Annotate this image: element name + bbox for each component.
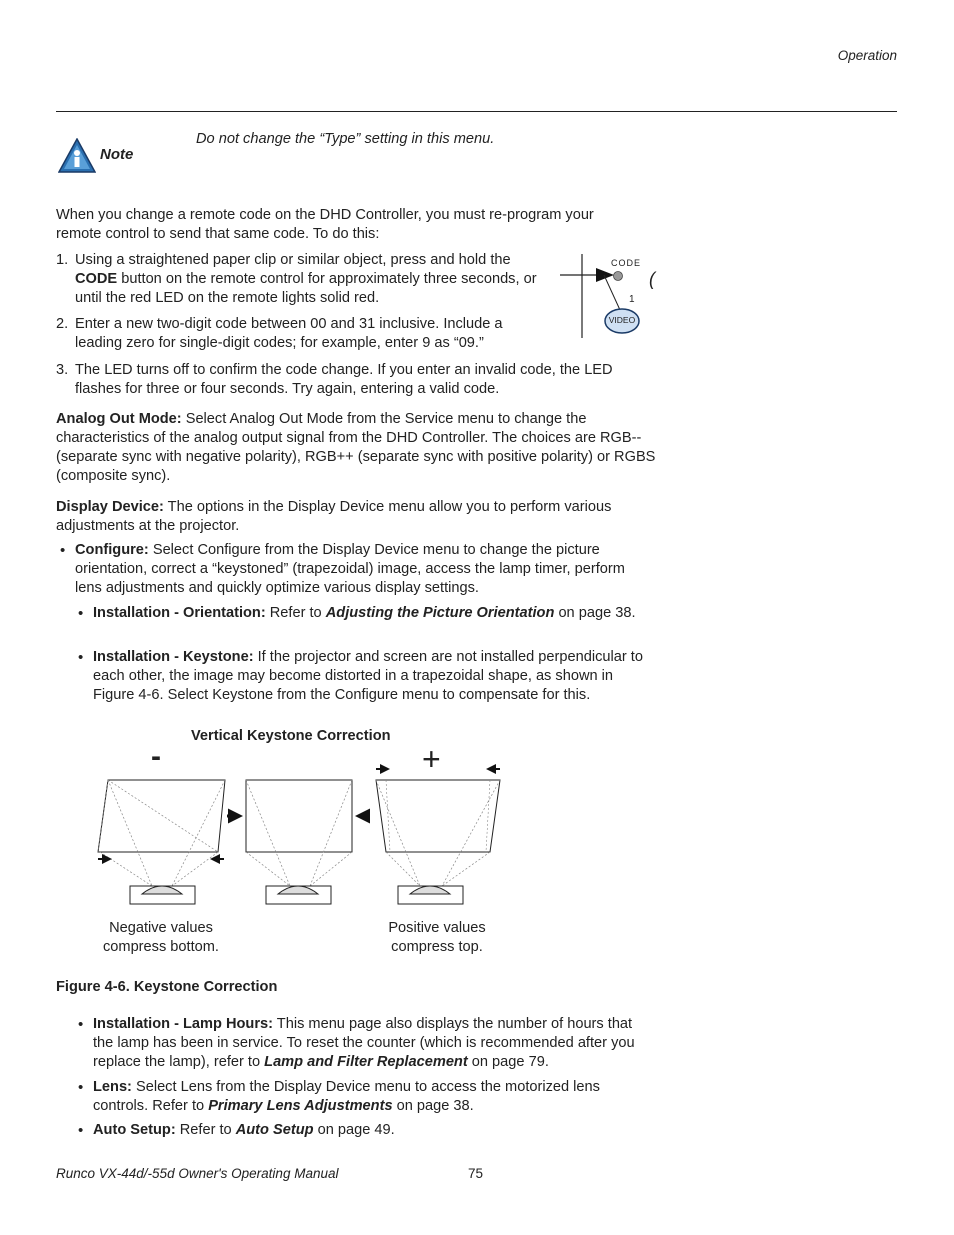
bullet: • [78,1016,84,1033]
lens-bullet: • Lens: Select Lens from the Display Device menu to access the motorized lens controls. Refer to Primary Lens Adjustments on page 38. [78,1079,600,1114]
analog-out-mode-paragraph: Analog Out Mode: Select Analog Out Mode from the Service menu to change the characteristics of the analog output signal from the DHD Controller. The choices are RGB-- (separate sync with negative polarity), RGB++ (separate sync with positive polarity) or RGBS (composite sync). [56,411,656,484]
step-number: 1. [56,252,69,268]
bullet: • [78,1079,84,1096]
bullet: • [78,649,84,666]
step-1: 1. Using a straightened paper clip or similar object, press and hold the CODE button on the remote control for approximately three seconds, or until the red LED on the remote lights solid red. [56,252,537,306]
footer-manual-title: Runco VX-44d/-55d Owner's Operating Manual [56,1166,339,1181]
keystone-bullet: • Installation - Keystone: If the projector and screen are not installed perpendicular to each other, the image may become distorted in a trapezoidal shape, as shown in Figure 4-6. Select Keystone from the Configure menu to compensate for this. [78,649,643,703]
note-icon [58,138,96,174]
lens-adjustments-link[interactable]: Primary Lens Adjustments [208,1098,393,1114]
figure-title: Vertical Keystone Correction [191,728,391,744]
intro-paragraph: When you change a remote code on the DHD Controller, you must re-program your remote control to send that same code. To do this: [56,207,594,242]
header-rule [56,111,897,112]
note-text: Do not change the “Type” setting in this menu. [196,131,495,147]
footer-page-number: 75 [468,1166,484,1181]
code-key-label: CODE [611,258,642,268]
positive-values-label: Positive values compress top. [388,920,486,955]
auto-setup-link[interactable]: Auto Setup [235,1122,314,1138]
orientation-link[interactable]: Adjusting the Picture Orientation [325,605,555,621]
negative-values-label: Negative values compress bottom. [103,920,219,955]
step-2: 2. Enter a new two-digit code between 00 and 31 inclusive. Include a leading zero for single-digit codes; for example, enter 9 as “09.” [56,316,503,351]
remote-code-illustration [556,252,666,340]
positive-keystone-screen [376,769,500,904]
configure-bullet: • Configure: Select Configure from the Display Device menu to change the picture orientation, correct a “keystoned” (trapezoidal) image, access the lamp timer, perform lens adjustments and quickly optimize various display settings. [60,542,625,596]
display-device-paragraph: Display Device: The options in the Display Device menu allow you to perform various adjustments at the projector. [56,499,612,534]
step-number: 3. [56,362,69,378]
note-label: Note [100,146,134,163]
partial-glyph: ( [649,269,655,289]
bullet: • [78,605,84,622]
video-key-label: VIDEO [608,315,636,325]
lamp-replacement-link[interactable]: Lamp and Filter Replacement [264,1054,468,1070]
auto-setup-bullet: • Auto Setup: Refer to Auto Setup on page 49. [78,1122,395,1139]
step-3: 3. The LED turns off to confirm the code change. If you enter an invalid code, the LED flashes for three or four seconds. Try again, entering a valid code. [56,362,613,397]
orientation-bullet: • Installation - Orientation: Refer to Adjusting the Picture Orientation on page 38. [78,605,636,622]
step-number: 2. [56,316,69,332]
key-number: 1 [629,294,635,305]
bullet: • [60,542,66,559]
plus-sign: + [422,741,441,777]
lamp-hours-bullet: • Installation - Lamp Hours: This menu page also displays the number of hours that the lamp has been in service. To reset the counter (which is recommended after you replace the lamp), refer to Lamp and Filter Replacement on page 79. [78,1016,635,1070]
negative-keystone-screen [98,780,225,904]
corrected-screen [246,780,352,904]
minus-sign: - [151,740,161,773]
keystone-diagram [90,758,510,908]
running-header: Operation [837,48,897,63]
bullet: • [78,1122,84,1139]
figure-caption: Figure 4-6. Keystone Correction [56,979,278,995]
